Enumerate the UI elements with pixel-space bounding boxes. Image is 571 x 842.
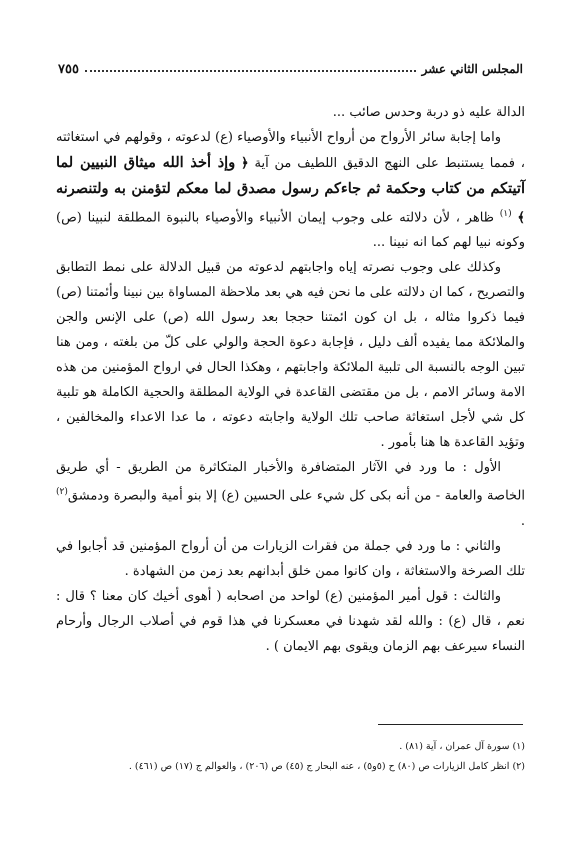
main-text [56, 100, 525, 659]
footnotes [56, 737, 525, 777]
quran-bracket-close: ﴾ [517, 210, 525, 226]
footnote-1: (١) سورة آل عمران ، آية (٨١) . [399, 741, 525, 752]
footnote-2: (٢) انظر كامل الزيارات ص (٨٠) ح (٥و٥) ، عنه البحار ج (٤٥) ص (٢٠٦) ، والعوالم ج (١٧) ص (٤٦١) . [128, 761, 525, 772]
quran-verse: وإذ أخذ الله ميثاق النبيين لما آتيتكم من كتاب وحكمة ثم جاءكم رسول مصدق لما معكم لتؤمنن به ولتنصرنه [56, 154, 525, 197]
header-dotted-leader [85, 70, 416, 72]
paragraph-2 [56, 125, 525, 255]
footnote-ref-2: (٢) [56, 487, 68, 498]
paragraph-1: الدالة عليه ذو دربة وحدس صائب ... [332, 105, 525, 120]
paragraph-6: والثالث : قول أمير المؤمنين (ع) لواحد من اصحابه ( أهوى أخيك كان معنا ؟ قال : نعم ، قال (ع) : والله لقد شهدنا في معسكرنا في هذا قوم في أصلاب الرجال وأرحام النساء سيرعف بهم الزمان ويقوى بهم الايمان ) . [56, 588, 525, 654]
paragraph-4 [56, 455, 525, 533]
page-header [58, 58, 523, 80]
paragraph-4-end: . [520, 513, 525, 529]
page-number: ٧٥٥ [58, 61, 79, 77]
footnote-ref-1: (١) [499, 209, 512, 219]
paragraph-5: والثاني : ما ورد في جملة من فقرات الزيارات من أن أرواح المؤمنين قد أجابوا في تلك الصرخة والاستغاثة ، وان كانوا ممن خلق أبدانهم بعد زمن من الشهادة . [56, 538, 525, 579]
quran-bracket-open: ﴿ [241, 156, 249, 171]
running-title: المجلس الثاني عشر [421, 62, 523, 76]
paragraph-2-intro: واما إجابة سائر الأرواح من أرواح الأنبياء والأوصياء (ع) لدعوته ، وقولهم في استغاثته ، فمما يستنبط على النهج الدقيق اللطيف من آية [56, 130, 525, 171]
footnote-divider [378, 724, 523, 725]
paragraph-4-text: الأول : ما ورد في الآثار المتضافرة والأخبار المتكاثرة من الطريق - أي طريق الخاصة والعامة - من أنه بكى كل شيء على الحسين (ع) إلا بنو أمية والبصرة ودمشق [56, 460, 525, 504]
paragraph-3: وكذلك على وجوب نصرته إياه واجابتهم لدعوته من قبيل الدلالة على نمط التطابق والتصريح ، كما ان دلالته على ما نحن فيه هي بعد ملاحظة المساواة بين نبينا وأئمتنا (ص) فيما ذكروا مثاله ، بل ان كون ائمتنا حججا بعد رسول الله (ص) على الإنس والجن والملائكة مما يفيده ألف دليل ، فإجابة دعوة الحجة والولي على كلّ من بلغته ، ومن هنا تبين الوجه بالنسبة الى تلبية الملائكة واجابتهم ، وهكذا الحال في ارواح المؤمنين من هذه الامة وسائر الامم ، بل من مقتضى القاعدة في الولاية المطلقة والحجية الكاملة هو تلبية كل شي لأجل استغاثة صاحب تلك الولاية واجابته دعوته ، ما عدا الاعداء والمخالفين ، وتؤيد القاعدة ها هنا بأمور . [56, 260, 525, 451]
paragraph-2-rest: ظاهر ، لأن دلالته على وجوب إيمان الأنبياء والأوصياء بالنبوة المطلقة لنبينا (ص) وكونه نبيا لهم كما انه نبينا ... [56, 210, 525, 251]
